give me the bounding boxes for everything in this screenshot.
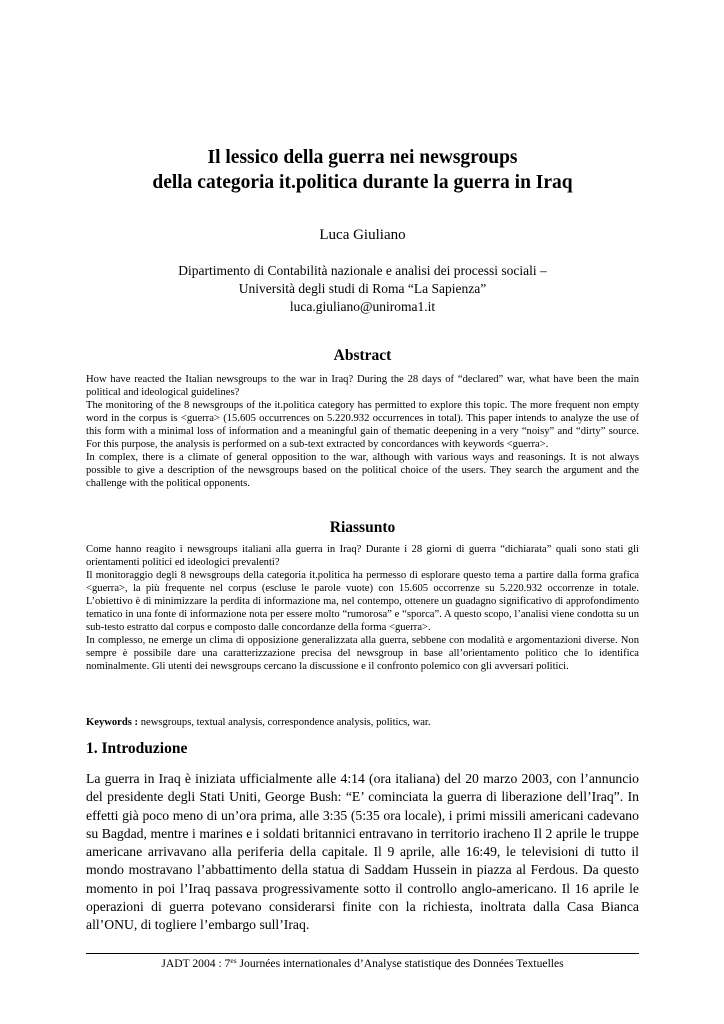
abstract-paragraph: In complex, there is a climate of general opposition to the war, although with various ways and reasonings. It is not always possible to give a description of the newsgroups based on the political choice of the users. They search the argument and the challenge with the political opponents. — [86, 452, 639, 489]
affiliation-line-2: Università degli studi di Roma “La Sapienza” — [238, 281, 487, 296]
abstract-body — [86, 373, 639, 490]
abstract-paragraph: How have reacted the Italian newsgroups to the war in Iraq? During the 28 days of “declared” war, what have been the main political and ideological guidelines? — [86, 374, 639, 398]
introduction-heading: 1. Introduzione — [86, 740, 188, 757]
abstract-heading: Abstract — [333, 347, 392, 364]
keywords-label: Keywords : — [86, 717, 139, 728]
title-line-1: Il lessico della guerra nei newsgroups — [207, 147, 518, 168]
footer-superscript: es — [230, 956, 237, 965]
author-name: Luca Giuliano — [319, 227, 406, 243]
keywords-list: newsgroups, textual analysis, correspondence analysis, politics, war. — [138, 717, 431, 728]
riassunto-heading: Riassunto — [329, 519, 396, 536]
riassunto-paragraph: Il monitoraggio degli 8 newsgroups della categoria it.politica ha permesso di esplorare questo tema a partire dalla forma grafica <guerra>, la più frequente nel corpus (escluse le parole vuote) con 15.605 occorrenze su 5.220.932 occorrenze in totale. L’obiettivo è di minimizzare la perdita di informazione ma, nel contempo, ottenere un guadagno significativo di approfondimento tematico in una fonte di informazione nota per essere molto “rumorosa” e “sporca”. A questo scopo, l’analisi viene condotta su un sub-testo estratto dal corpus e composto dalle concordanze della forma <guerra>. — [86, 570, 639, 633]
riassunto-paragraph: In complesso, ne emerge un clima di opposizione generalizzata alla guerra, sebbene con modalità e argomentazioni diverse. Non sempre è possibile dare una caratterizzazione precisa del newsgroup in base all’orientamento politico che lo identifica nominalmente. Gli utenti dei newsgroups cercano la discussione e il confronto polemico con gli avversari politici. — [86, 635, 639, 672]
paper-title — [86, 145, 639, 195]
affiliation-line-1: Dipartimento di Contabilità nazionale e analisi dei processi sociali – — [178, 263, 547, 278]
title-line-2: della categoria it.politica durante la guerra in Iraq — [152, 172, 573, 193]
author-email: luca.giuliano@uniroma1.it — [289, 299, 436, 314]
introduction-body — [86, 770, 639, 935]
riassunto-paragraph: Come hanno reagito i newsgroups italiani alla guerra in Iraq? Durante i 28 giorni di guerra “dichiarata” quali sono stati gli orientamenti politici ed ideologici prevalenti? — [86, 544, 639, 568]
footer-suffix: Journées internationales d’Analyse statistique des Données Textuelles — [236, 957, 564, 970]
author-affiliation — [86, 262, 639, 316]
introduction-paragraph: La guerra in Iraq è iniziata ufficialmente alle 4:14 (ora italiana) del 20 marzo 2003, con l’annuncio del presidente degli Stati Uniti, George Bush: “E’ cominciata la guerra di liberazione dell’Iraq”. In effetti già poco meno di un’ora prima, alle 3:35 (5:35 ora locale), i primi missili americani cadevano su Bagdad, mentre i marines e i soldati britannici entravano in territorio iracheno Il 2 aprile le truppe americane arrivavano alla periferia della capitale. Il 9 aprile, alle 16:49, le televisioni di tutto il mondo mostravano l’abbattimento della statua di Saddam Hussein in piazza al Ferdous. Da questo momento in poi l’Iraq passava progressivamente sotto il controllo anglo-americano. Il 16 aprile le operazioni di guerra potevano considerarsi finite con la richiesta, inoltrata dalla Casa Bianca all’ONU, di togliere l’embargo sull’Iraq. — [86, 771, 639, 933]
footer-divider — [86, 953, 639, 954]
abstract-paragraph: The monitoring of the 8 newsgroups of the it.politica category has permitted to explore this topic. The more frequent non empty word in the corpus is <guerra> (15.605 occurrences on 5.220.932 occurrences in total). This paper intends to analyze the use of this form with a minimal loss of information and a meaningful gain of thematic deepening in a very “noisy” and “dirty” source. For this purpose, the analysis is performed on a sub-text extracted by concordances with keywords <guerra>. — [86, 400, 639, 450]
page-footer — [86, 957, 639, 970]
riassunto-body — [86, 543, 639, 673]
footer-prefix: JADT 2004 : 7 — [161, 957, 231, 970]
keywords-line — [86, 716, 639, 729]
